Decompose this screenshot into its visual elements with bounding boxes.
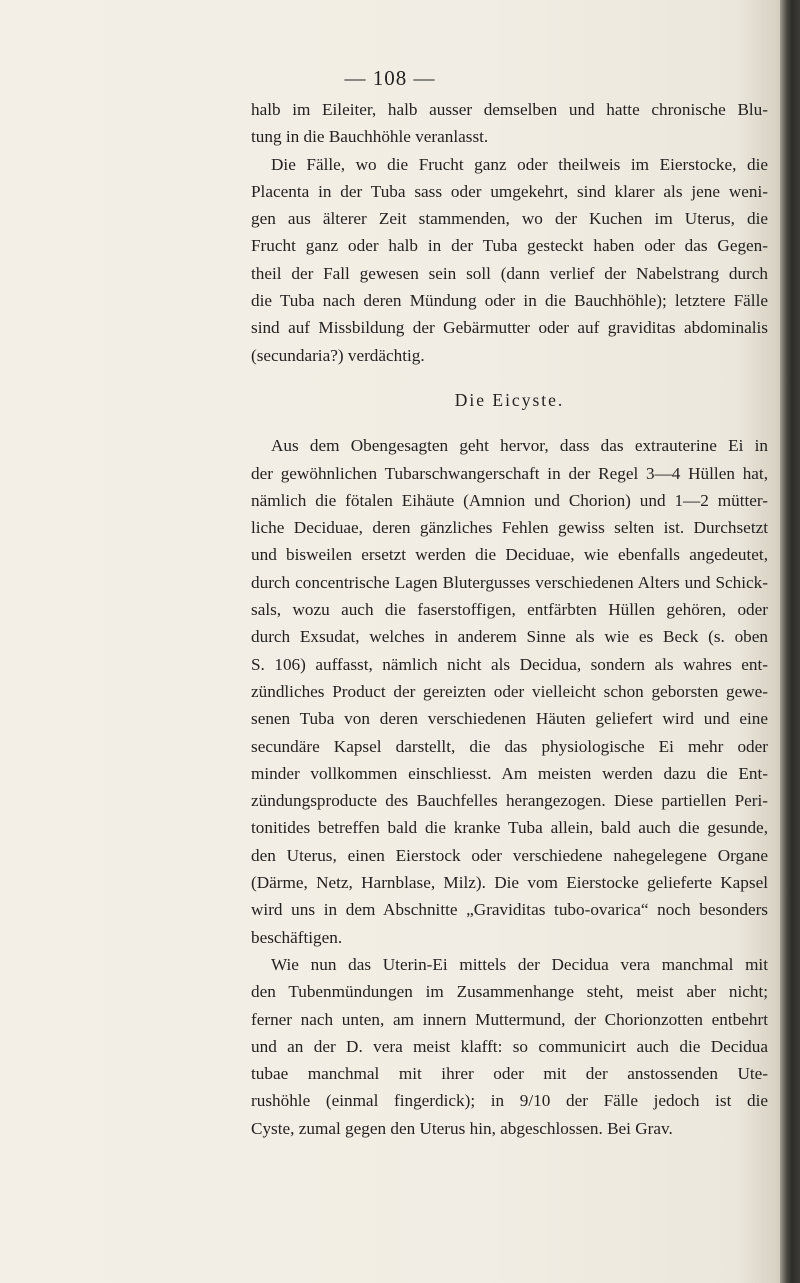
body-text — [251, 96, 768, 1142]
text-line: sals, wozu auch die faserstoffigen, entfärbten Hüllen gehören, oder — [251, 600, 768, 620]
text-line: secundäre Kapsel darstellt, die das physiologische Ei mehr oder — [251, 736, 768, 756]
text-line: den Tubenmündungen im Zusammenhange steht, meist aber nicht; — [251, 982, 768, 1002]
text-line: theil der Fall gewesen sein soll (dann verlief der Nabelstrang durch — [251, 263, 768, 283]
text-line: Frucht ganz oder halb in der Tuba gesteckt haben oder das Gegen- — [251, 236, 768, 256]
text-line: Die Fälle, wo die Frucht ganz oder theilweis im Eierstocke, die — [271, 154, 768, 174]
text-line: tubae manchmal mit ihrer oder mit der anstossenden Ute- — [251, 1064, 768, 1084]
text-line: minder vollkommen einschliesst. Am meisten werden dazu die Ent- — [251, 763, 768, 783]
text-line: wird uns in dem Abschnitte „Graviditas tubo-ovarica“ noch besonders — [251, 900, 768, 920]
text-line: die Tuba nach deren Mündung oder in die Bauchhöhle); letztere Fälle — [251, 291, 768, 311]
text-line: halb im Eileiter, halb ausser demselben und hatte chronische Blu- — [251, 100, 768, 119]
text-line: und bisweilen ersetzt werden die Deciduae, wie ebenfalls angedeutet, — [251, 545, 768, 565]
text-line: S. 106) auffasst, nämlich nicht als Decidua, sondern als wahres ent- — [251, 654, 768, 674]
page-number: — 108 — — [344, 66, 436, 90]
text-line: der gewöhnlichen Tubarschwangerschaft in der Regel 3—4 Hüllen hat, — [251, 463, 768, 483]
text-line: tung in die Bauchhöhle veranlasst. — [251, 127, 489, 147]
text-line: Aus dem Obengesagten geht hervor, dass das extrauterine Ei in — [271, 436, 768, 456]
text-line: durch Exsudat, welches in anderem Sinne als wie es Beck (s. oben — [251, 627, 768, 647]
text-line: und an der D. vera meist klafft: so communicirt auch die Decidua — [251, 1036, 768, 1056]
text-line: senen Tuba von deren verschiedenen Häuten geliefert wird und eine — [251, 709, 768, 729]
text-line: rushöhle (einmal fingerdick); in 9/10 der Fälle jedoch ist die — [251, 1091, 768, 1111]
text-line: den Uterus, einen Eierstock oder verschiedene nahegelegene Organe — [251, 845, 768, 865]
text-line: beschäftigen. — [251, 927, 343, 947]
text-line: zündungsproducte des Bauchfelles herangezogen. Diese partiellen Peri- — [251, 791, 768, 811]
text-line: Placenta in der Tuba sass oder umgekehrt, sind klarer als jene weni- — [251, 181, 768, 201]
text-line: zündliches Product der gereizten oder vielleicht schon geborsten gewe- — [251, 681, 768, 701]
text-line: liche Deciduae, deren gänzliches Fehlen gewiss selten ist. Durchsetzt — [251, 518, 768, 538]
text-line: Wie nun das Uterin-Ei mittels der Decidua vera manchmal mit — [271, 954, 768, 974]
text-line: sind auf Missbildung der Gebärmutter oder auf graviditas abdominalis — [251, 318, 768, 338]
text-line: durch concentrische Lagen Blutergusses verschiedenen Alters und Schick- — [251, 572, 768, 592]
text-line: ferner nach unten, am innern Muttermund, der Chorionzotten entbehrt — [251, 1009, 768, 1029]
text-line: (Därme, Netz, Harnblase, Milz). Die vom Eierstocke gelieferte Kapsel — [251, 873, 768, 893]
text-line: tonitides betreffen bald die kranke Tuba allein, bald auch die gesunde, — [251, 818, 768, 838]
text-line: Cyste, zumal gegen den Uterus hin, abgeschlossen. Bei Grav. — [251, 1118, 673, 1138]
section-heading: Die Eicyste. — [454, 389, 565, 410]
text-line: nämlich die fötalen Eihäute (Amnion und Chorion) und 1—2 mütter- — [251, 490, 768, 510]
page-edge-shadow — [780, 0, 800, 1283]
text-line: gen aus älterer Zeit stammenden, wo der Kuchen im Uterus, die — [251, 209, 768, 229]
text-line: (secundaria?) verdächtig. — [251, 345, 425, 365]
